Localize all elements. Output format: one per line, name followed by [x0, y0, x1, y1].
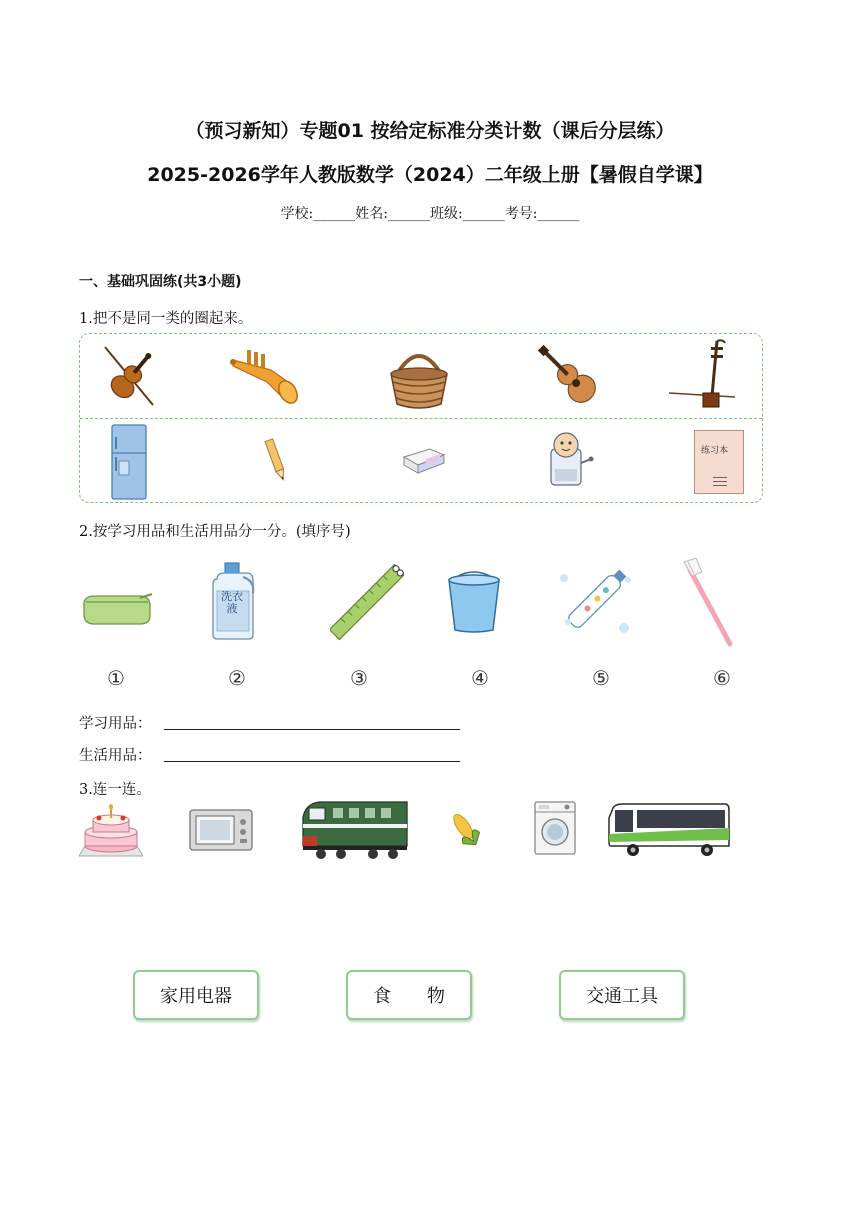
- daily-supplies-label: 生活用品：: [79, 748, 152, 764]
- item-number-2: ②: [228, 666, 246, 690]
- category-box-appliances[interactable]: 家用电器: [133, 970, 259, 1020]
- trumpet-icon: [227, 340, 303, 408]
- pencil-case-icon: [80, 588, 154, 630]
- question-1-prompt: 1.把不是同一类的圈起来。: [79, 311, 253, 327]
- toothpaste-icon: [554, 558, 638, 642]
- pencil-icon: [263, 437, 289, 483]
- basket-icon: [387, 340, 451, 412]
- item-number-6: ⑥: [713, 666, 731, 690]
- guitar-icon: [527, 336, 611, 414]
- question-2-prompt: 2.按学习用品和生活用品分一分。(填序号): [79, 524, 351, 540]
- refrigerator-icon: [109, 423, 149, 501]
- bus-icon: [607, 800, 731, 860]
- category-box-food[interactable]: 食 物: [346, 970, 472, 1020]
- detergent-label: 洗衣液: [221, 590, 243, 615]
- student-info-line: 学校:______姓名:______班级:______考号:______: [280, 206, 580, 222]
- detergent-bottle-icon: [207, 561, 259, 641]
- item-number-5: ⑤: [592, 666, 610, 690]
- eraser-icon: [400, 443, 448, 477]
- daily-supplies-answer-line[interactable]: [164, 743, 460, 762]
- exercise-book-icon: [694, 430, 744, 494]
- violin-icon: [97, 343, 161, 409]
- train-icon: [299, 798, 411, 860]
- item-number-4: ④: [471, 666, 489, 690]
- study-supplies-answer-line[interactable]: [164, 711, 460, 730]
- toothbrush-icon: [680, 558, 740, 650]
- bucket-icon: [445, 566, 503, 634]
- corn-icon: [449, 810, 481, 848]
- category-box-transport[interactable]: 交通工具: [559, 970, 685, 1020]
- ruler-icon: [330, 562, 404, 642]
- study-supplies-label: 学习用品：: [79, 716, 152, 732]
- item-number-3: ③: [350, 666, 368, 690]
- question-3-prompt: 3.连一连。: [79, 782, 151, 798]
- cake-icon: [79, 802, 143, 858]
- washing-machine-icon: [533, 800, 577, 856]
- section-heading: 一、基础巩固练(共3小题): [79, 274, 242, 290]
- item-number-1: ①: [107, 666, 125, 690]
- exercise-book-label: 练习本: [701, 446, 729, 456]
- pencil-sharpener-icon: [543, 429, 595, 489]
- erhu-icon: [665, 337, 741, 415]
- page-subtitle: 2025-2026学年人教版数学（2024）二年级上册【暑假自学课】: [147, 164, 713, 186]
- page-title: （预习新知）专题01 按给定标准分类计数（课后分层练）: [185, 120, 675, 142]
- microwave-icon: [188, 808, 254, 852]
